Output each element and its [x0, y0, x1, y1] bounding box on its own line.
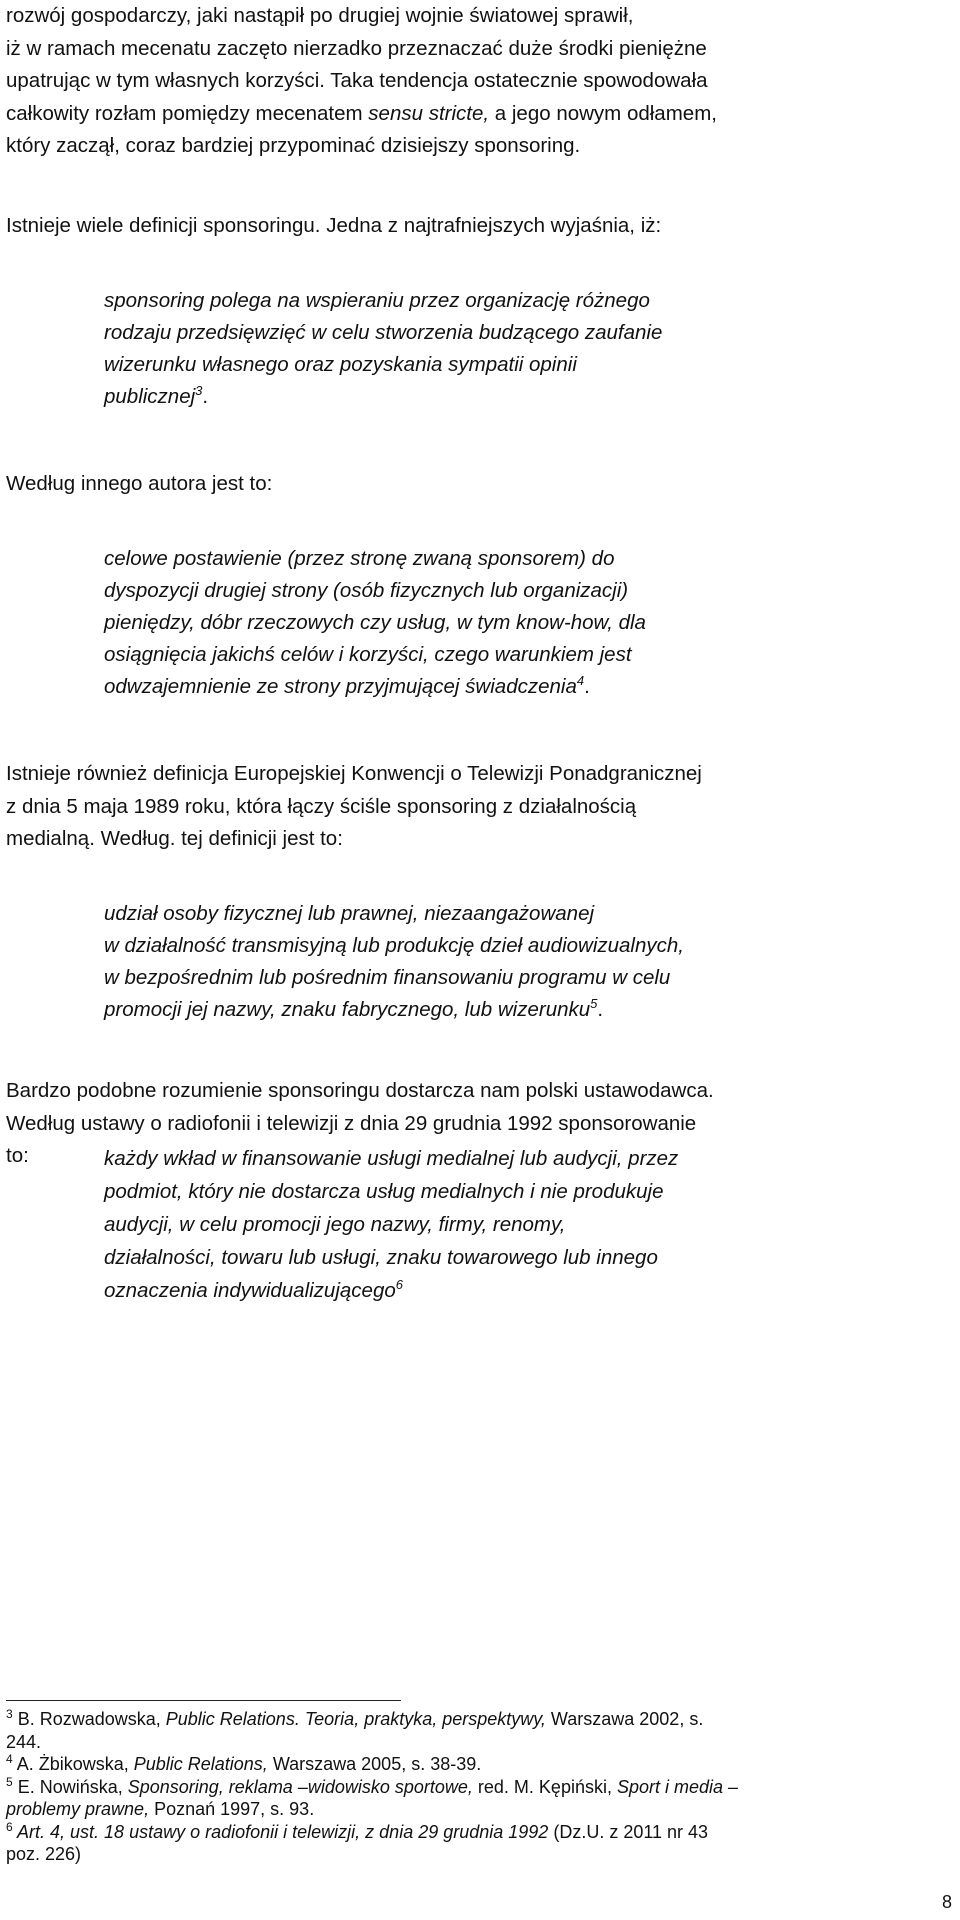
text-fragment: całkowity rozłam pomiędzy mecenatem	[6, 101, 369, 125]
paragraph-other-author	[6, 468, 272, 501]
quote-line: wizerunku własnego oraz pozyskania sympatii opinii	[104, 353, 577, 376]
text-fragment: .	[597, 998, 604, 1021]
text-line: medialną. Według. tej definicji jest to:	[6, 827, 343, 850]
text-line: Bardzo podobne rozumienie sponsoringu dostarcza nam polski ustawodawca.	[6, 1079, 714, 1102]
quote-line: audycji, w celu promocji jego nazwy, firmy, renomy,	[104, 1213, 566, 1236]
text-fragment: promocji jej nazwy, znaku fabrycznego, lub wizerunku	[104, 998, 591, 1021]
quote-line: osiągnięcia jakichś celów i korzyści, czego warunkiem jest	[104, 643, 632, 666]
footnote-ref: 3	[195, 383, 203, 399]
text-line: Istnieje również definicja Europejskiej Konwencji o Telewizji Ponadgranicznej	[6, 762, 702, 785]
quote-line: pieniędzy, dóbr rzeczowych czy usług, w tym know-how, dla	[104, 611, 646, 634]
emphasis: sensu stricte,	[368, 101, 490, 125]
quote-line: dyspozycji drugiej strony (osób fizycznych lub organizacji)	[104, 579, 629, 602]
footnote-3-cont: 244.	[6, 1731, 42, 1752]
footnote-number: 5	[6, 1774, 13, 1789]
quote-line: udział osoby fizycznej lub prawnej, niezaangażowanej	[104, 902, 595, 925]
quote-definition-3	[6, 898, 684, 1026]
text-line: to:	[6, 1144, 29, 1167]
footnote-3	[6, 1708, 951, 1731]
text-fragment: Poznań 1997, s. 93.	[149, 1799, 315, 1819]
quote-line	[104, 994, 684, 1026]
quote-definition-2	[6, 543, 646, 703]
text-line: rozwój gospodarczy, jaki nastąpił po drugiej wojnie światowej sprawił,	[6, 4, 634, 27]
text-line: z dnia 5 maja 1989 roku, która łączy ściśle sponsoring z działalnością	[6, 794, 637, 818]
footnote-4	[6, 1753, 951, 1776]
quote-definition-4	[6, 1142, 678, 1307]
text-line: upatrując w tym własnych korzyści. Taka tendencja ostatecznie spowodowała	[6, 69, 708, 92]
quote-line: celowe postawienie (przez stronę zwaną sponsorem) do	[104, 547, 615, 570]
quote-line: sponsoring polega na wspieraniu przez organizację różnego	[104, 289, 650, 312]
quote-line: w działalność transmisyjną lub produkcję dzieł audiowizualnych,	[104, 934, 684, 957]
text-fragment: .	[202, 385, 209, 408]
quote-line	[104, 671, 646, 703]
footnotes	[6, 1708, 951, 1866]
footnote-5	[6, 1776, 951, 1799]
emphasis: Sponsoring, reklama –widowisko sportowe,	[127, 1776, 473, 1797]
emphasis: Sport i media –	[616, 1776, 739, 1797]
text-line: iż w ramach mecenatu zaczęto nierzadko przeznaczać duże środki pieniężne	[6, 36, 707, 60]
text-fragment: red. M. Kępiński,	[472, 1776, 617, 1797]
text-fragment: Warszawa 2002, s.	[545, 1709, 704, 1729]
emphasis: Art. 4, ust. 18 ustawy o radiofonii i telewizji, z dnia 29 grudnia 1992	[12, 1821, 549, 1842]
emphasis: Public Relations. Teoria, praktyka, perspektywy,	[165, 1709, 546, 1729]
intro-paragraph	[6, 0, 717, 163]
text-fragment: a jego nowym odłamem,	[489, 101, 717, 125]
page-number: 8	[941, 1892, 952, 1912]
text-fragment: (Dz.U. z 2011 nr 43	[548, 1821, 709, 1842]
text-fragment: B. Rozwadowska,	[12, 1709, 166, 1729]
footnote-5-cont	[6, 1798, 951, 1821]
emphasis: problemy prawne,	[6, 1799, 150, 1819]
paragraph-convention	[6, 758, 702, 856]
text-fragment: odwzajemnienie ze strony przyjmującej świadczenia	[104, 675, 577, 698]
quote-line: działalności, towaru lub usługi, znaku towarowego lub innego	[104, 1246, 658, 1269]
text-fragment: A. Żbikowska,	[12, 1754, 134, 1774]
footnote-number: 6	[6, 1819, 13, 1834]
footnote-divider	[6, 1700, 401, 1701]
footnote-ref: 5	[590, 996, 598, 1012]
quote-line: podmiot, który nie dostarcza usług medialnych i nie produkuje	[104, 1180, 664, 1203]
quote-line: w bezpośrednim lub pośrednim finansowaniu programu w celu	[104, 966, 671, 989]
footnote-6	[6, 1821, 951, 1844]
footnote-6-cont: poz. 226)	[6, 1844, 82, 1864]
footnote-number: 3	[6, 1707, 13, 1721]
text-line: Według ustawy o radiofonii i telewizji z dnia 29 grudnia 1992 sponsorowanie	[6, 1111, 697, 1135]
quote-definition-1	[6, 285, 662, 413]
footnote-ref: 6	[395, 1277, 403, 1293]
quote-line	[104, 381, 662, 413]
text-line	[6, 98, 717, 131]
footnote-number: 4	[6, 1752, 13, 1766]
text-line: który zaczął, coraz bardziej przypominać dzisiejszy sponsoring.	[6, 134, 581, 157]
emphasis: Public Relations,	[133, 1754, 268, 1774]
text-fragment: publicznej	[104, 385, 196, 408]
footnote-ref: 4	[576, 673, 585, 689]
paragraph-definitions	[6, 210, 661, 243]
quote-line: każdy wkład w finansowanie usługi medialnej lub audycji, przez	[104, 1147, 679, 1170]
text-fragment: oznaczenia indywidualizującego	[104, 1279, 396, 1302]
text-fragment: E. Nowińska,	[12, 1776, 128, 1797]
text-line: Istnieje wiele definicji sponsoringu. Jedna z najtrafniejszych wyjaśnia, iż:	[6, 214, 662, 237]
quote-line: rodzaju przedsięwzięć w celu stworzenia budzącego zaufanie	[104, 321, 663, 344]
text-line: Według innego autora jest to:	[6, 472, 273, 495]
text-fragment: Warszawa 2005, s. 38-39.	[267, 1754, 482, 1774]
quote-line	[104, 1274, 678, 1307]
text-fragment: .	[584, 675, 590, 698]
